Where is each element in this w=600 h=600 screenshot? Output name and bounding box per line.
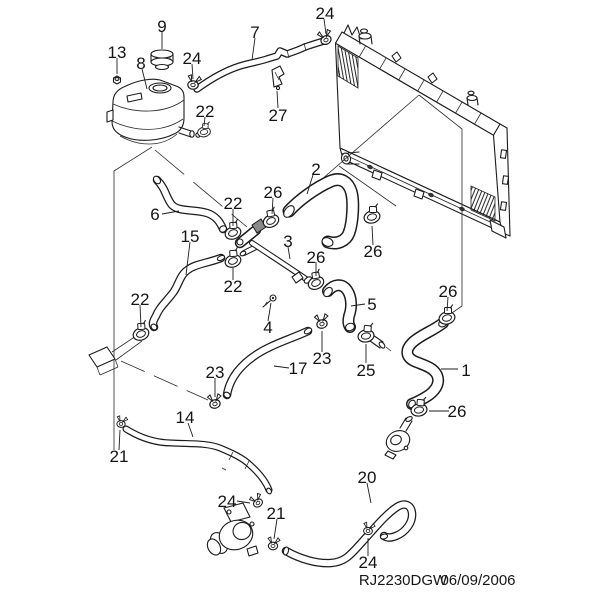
part-label-20-29: 20 <box>357 468 377 487</box>
part-label-22-6: 22 <box>195 102 215 121</box>
tank-outlet <box>179 127 200 137</box>
part-label-26-27: 26 <box>447 402 467 421</box>
hose-14 <box>126 429 272 495</box>
part-label-5-18: 5 <box>367 295 377 314</box>
part-label-1-25: 1 <box>461 361 471 380</box>
thermostat-housing-illustration <box>205 503 258 557</box>
part-label-24-30: 24 <box>217 492 237 511</box>
part-label-6-11: 6 <box>150 205 160 224</box>
hose-6 <box>152 175 228 234</box>
part-label-26-14: 26 <box>306 248 326 267</box>
expansion-tank-illustration <box>107 79 200 144</box>
drawing-footer <box>359 572 516 589</box>
part-label-26-15: 26 <box>363 242 383 261</box>
hose-20 <box>283 505 412 564</box>
part-label-26-9: 26 <box>263 183 283 202</box>
hose-7 <box>197 41 324 89</box>
part-label-22-17: 22 <box>130 290 150 309</box>
radiator-side-member <box>500 124 510 236</box>
drawing-number: RJ2230DGW <box>358 572 448 589</box>
part-label-22-10: 22 <box>223 194 243 213</box>
part-label-8-4: 8 <box>136 54 146 73</box>
frame-rail-end <box>89 347 115 367</box>
hose-1 <box>407 317 449 409</box>
part-label-7-2: 7 <box>250 23 260 42</box>
drawing-date: 06/09/2006 <box>440 572 516 589</box>
part-label-22-16: 22 <box>223 277 243 296</box>
radiator-mount-tab <box>428 73 437 83</box>
part-label-2-8: 2 <box>311 160 321 179</box>
part-label-24-5: 24 <box>182 49 202 68</box>
pressure-cap-illustration <box>151 50 173 70</box>
part-label-26-20: 26 <box>438 282 458 301</box>
part-label-13-3: 13 <box>107 43 127 62</box>
part-label-21-28: 21 <box>109 447 129 466</box>
radiator-fitting <box>467 91 478 105</box>
part-label-9-1: 9 <box>157 17 167 36</box>
part-label-25-22: 25 <box>356 361 376 380</box>
part-label-27-7: 27 <box>268 106 288 125</box>
water-pump-fitting-illustration <box>383 416 413 459</box>
part-label-15-12: 15 <box>180 227 200 246</box>
part-label-24-0: 24 <box>315 4 335 23</box>
radiator-illustration <box>336 25 511 238</box>
mount-nut-illustration <box>114 76 121 84</box>
bracket-27 <box>272 66 284 90</box>
part-label-4-19: 4 <box>263 318 273 337</box>
part-label-23-21: 23 <box>312 349 332 368</box>
radiator-mount-tab <box>392 52 401 62</box>
junction-pipe-3 <box>237 219 313 285</box>
part-label-23-24: 23 <box>205 363 225 382</box>
hose-15 <box>150 254 225 331</box>
tank-foot-tab <box>107 110 113 122</box>
bolt-4 <box>263 295 276 307</box>
part-label-17-23: 17 <box>288 359 308 378</box>
part-label-3-13: 3 <box>283 232 293 251</box>
part-label-21-31: 21 <box>266 504 286 523</box>
radiator-filler-neck <box>359 29 372 44</box>
part-label-24-32: 24 <box>358 553 378 572</box>
part-label-14-26: 14 <box>175 408 195 427</box>
